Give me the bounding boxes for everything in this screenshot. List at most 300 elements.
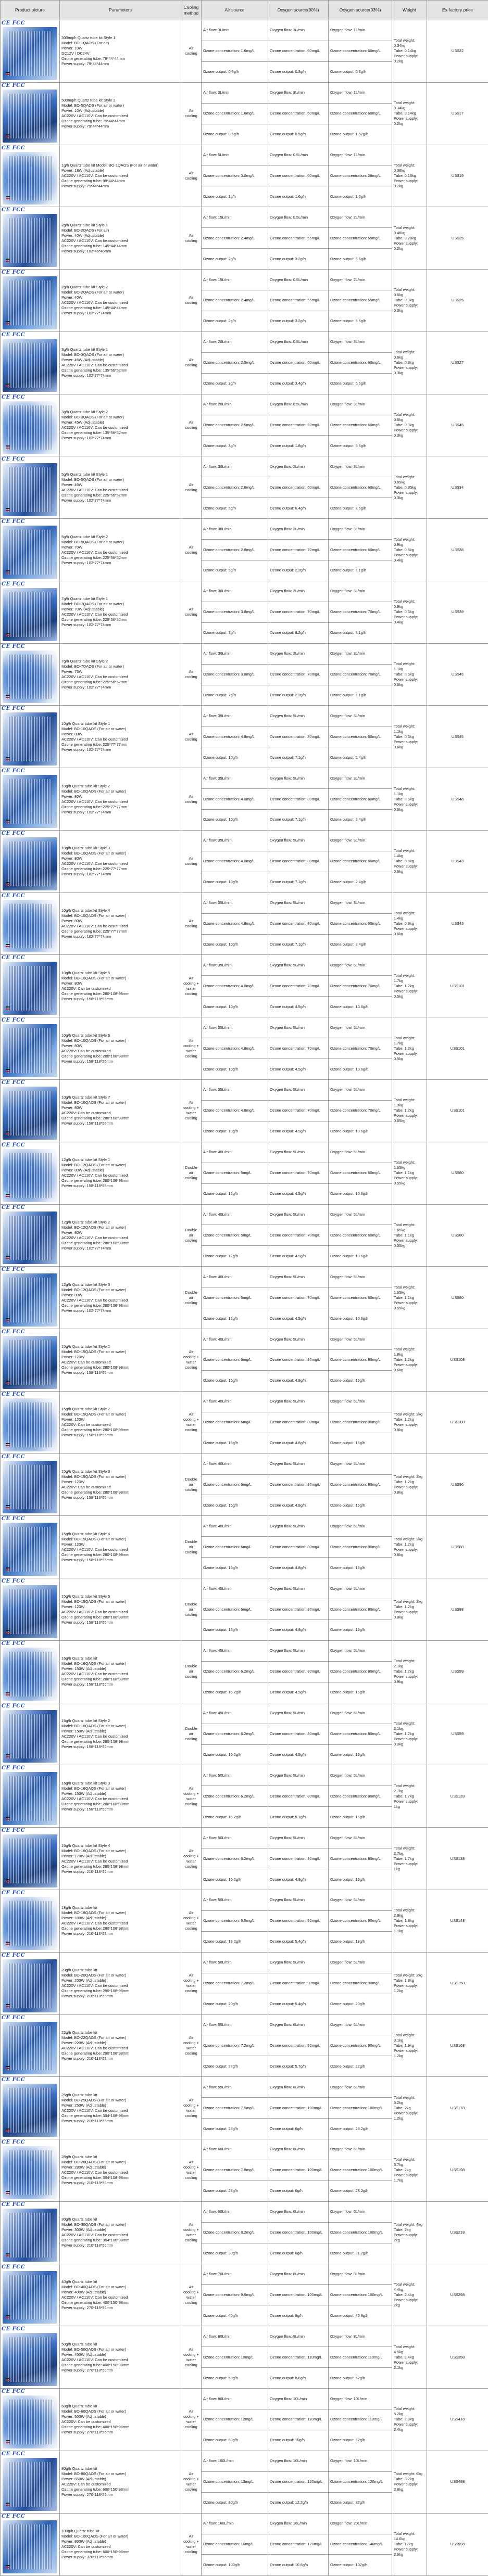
oxygen-93-value: Oxygen flow: 3L/min [329, 394, 392, 415]
oxygen-90-value: Ozone output: 8.2g/h [268, 622, 329, 643]
table-row [1, 581, 488, 602]
cooling-fins-graphic [8, 841, 52, 886]
oxygen-90-value: Ozone concentration: 80mg/L [268, 913, 329, 934]
air-source-value: Ozone concentration: 3.8mg/L [202, 664, 268, 685]
parameter-line: Power: 120W [61, 1541, 85, 1547]
red-wire-graphic [6, 822, 10, 823]
air-source-value: Ozone output: 7g/h [202, 685, 268, 706]
parameter-line: Model: BO-15QAOS (For air or water) [61, 1412, 127, 1417]
air-source-value: Ozone output: 3g/h [202, 373, 268, 394]
ozone-generator-image [3, 1461, 57, 1514]
red-wire-graphic [6, 1881, 10, 1882]
parameter-line: Power supply: 102*77*74mm [61, 622, 111, 628]
parameter-line: Ozone generating tube: 79*44*44mm [61, 56, 126, 61]
air-source-value: Ozone output: 30g/h [202, 2243, 268, 2264]
red-wire-graphic [6, 2317, 10, 2318]
parameter-line: Power supply: 102*77*74mm [61, 747, 111, 752]
parameter-line: AC220V / AC110V: Can be customized [61, 2170, 128, 2175]
oxygen-93-value: Ozone concentration: 110mg/L [329, 2347, 392, 2368]
oxygen-93-value: Ozone output: 16g/h [329, 1807, 392, 1828]
price-value: US$148 [427, 1890, 488, 1952]
oxygen-93-value: Ozone concentration: 70mg/L [329, 664, 392, 685]
ozone-generator-image [3, 1273, 57, 1327]
oxygen-93-value: Ozone output: 62g/h [329, 2430, 392, 2451]
table-row [1, 20, 488, 41]
air-source-value: Air flow: 160L/min [202, 2513, 268, 2534]
oxygen-93-value: Ozone output: 16g/h [329, 1682, 392, 1703]
ozone-generator-image [3, 775, 57, 828]
cooling-fins-graphic [8, 1340, 52, 1385]
parameter-line: Model: BO-15QAOS (For air or water) [61, 1599, 127, 1604]
cooling-fins-graphic [8, 1278, 52, 1322]
ozone-generator-image [3, 1024, 57, 1077]
product-parameters [60, 2389, 181, 2451]
cooling-method: Double air cooling [181, 1453, 202, 1516]
cooling-method: Air cooling [181, 768, 202, 831]
weight-value: Total weight: 2.7kg Tube: 1.7kg Power supply: 1kg [392, 1765, 427, 1828]
cooling-method: Double air cooling [181, 1204, 202, 1267]
cooling-method: Air cooling + water cooling [181, 1952, 202, 2014]
parameter-line: Ozone generating tube: 280*108*98mm [61, 991, 130, 996]
air-source-value: Ozone concentration: 6mg/L [202, 1537, 268, 1558]
parameter-line: 500mg/h Quartz tube kit Style 2 [61, 98, 116, 103]
weight-value: Total weight: 4.5kg Tube: 2.4kg Power supply: 2.1kg [392, 2326, 427, 2389]
black-wire-graphic [6, 695, 10, 696]
ce-fcc-logo: CE FCC [2, 2264, 26, 2270]
product-picture [1, 2014, 60, 2077]
parameter-line: Power: 650W (Adjustable) [61, 2477, 106, 2482]
parameter-line: 3g/h Quartz tube kit Style 1 [61, 347, 108, 352]
cooling-method: Air cooling + water cooling [181, 2139, 202, 2202]
price-value: US$45 [427, 643, 488, 706]
ce-fcc-logo: CE FCC [2, 2513, 26, 2519]
product-picture [1, 1640, 60, 1703]
oxygen-90-value: Oxygen flow: 5L/min [268, 955, 329, 976]
oxygen-93-value: Ozone concentration: 70mg/L [329, 1038, 392, 1059]
parameter-line: Power supply: 158*118*55mm [61, 1619, 113, 1625]
price-value: US$19 [427, 145, 488, 207]
air-source-value: Ozone concentration: 6mg/L [202, 1412, 268, 1433]
price-value: US$25 [427, 270, 488, 332]
price-value: US$101 [427, 955, 488, 1017]
black-wire-graphic [6, 2004, 10, 2005]
oxygen-90-value: Ozone concentration: 60mg/L [268, 165, 329, 186]
oxygen-93-value: Ozone output: 6.6g/h [329, 436, 392, 456]
black-wire-graphic [6, 633, 10, 634]
air-source-value: Ozone concentration: 2.4mg/L [202, 228, 268, 249]
cooling-method: Air cooling + water cooling [181, 2077, 202, 2139]
parameter-line: 12g/h Quartz tube kit Style 1 [61, 1157, 110, 1163]
product-picture [1, 1703, 60, 1765]
cooling-fins-graphic [8, 2337, 52, 2382]
parameter-line: Power supply: 79*44*44mm [61, 61, 109, 67]
parameter-line: Power: 150W (Adjustable) [61, 1791, 106, 1796]
product-picture [1, 1516, 60, 1578]
product-picture [1, 1017, 60, 1080]
oxygen-93-value: Ozone concentration: 70mg/L [329, 976, 392, 997]
black-wire-graphic [6, 134, 10, 135]
product-picture [1, 892, 60, 955]
air-source-value: Ozone concentration: 4.8mg/L [202, 976, 268, 997]
oxygen-93-value: Ozone output: 15g/h [329, 1619, 392, 1640]
oxygen-93-value: Oxygen flow: 8L/min [329, 2326, 392, 2347]
parameter-line: Power: 220W (Adjustable) [61, 2040, 106, 2045]
oxygen-93-value: Oxygen flow: 3L/min [329, 519, 392, 540]
parameter-line: AC220V / AC110V: Can be customized [61, 1297, 128, 1303]
parameter-line: Ozone generating tube: 280*108*98mm [61, 1552, 130, 1557]
oxygen-93-value: Ozone output: 102g/h [329, 2555, 392, 2576]
product-picture [1, 581, 60, 643]
parameter-line: Power: 250W (Adjustable) [61, 2102, 106, 2108]
price-value: US$34 [427, 456, 488, 519]
cooling-method: Double air cooling [181, 1142, 202, 1204]
oxygen-90-value: Ozone concentration: 110mg/L [268, 2347, 329, 2368]
weight-value: Total weight: 1.1kg Tube: 0.5kg Power supply: 0.6kg [392, 643, 427, 706]
air-source-value: Ozone concentration: 2.8mg/L [202, 540, 268, 560]
cooling-method: Double air cooling [181, 1703, 202, 1765]
product-parameters [60, 2264, 181, 2326]
parameter-line: Ozone generating tube: 290*108*98mm [61, 2050, 130, 2056]
table-row [1, 2451, 488, 2471]
product-parameters [60, 2139, 181, 2202]
parameter-line: Power: 120W [61, 1355, 85, 1360]
parameter-line: Power supply: 102*77*74mm [61, 311, 111, 316]
air-source-value: Ozone output: 5g/h [202, 560, 268, 581]
cooling-method: Air cooling + water cooling [181, 2014, 202, 2077]
parameter-line: 15g/h Quartz tube kit Style 3 [61, 1469, 110, 1474]
parameter-line: Power: 300W (Adjustable) [61, 2227, 106, 2233]
parameter-line: AC220V / AC110V: Can be customized [61, 674, 128, 680]
oxygen-90-value: Oxygen flow: 6L/min [268, 2077, 329, 2098]
product-picture [1, 20, 60, 83]
parameter-line: AC220V / AC110V: Can be customized [61, 238, 128, 243]
ozone-generator-image [3, 90, 57, 143]
oxygen-93-value: Ozone output: 2.4g/h [329, 934, 392, 955]
table-row [1, 2014, 488, 2035]
air-source-value: Ozone output: 10g/h [202, 934, 268, 955]
black-wire-graphic [6, 2440, 10, 2441]
oxygen-90-value: Oxygen flow: 5L/min [268, 1329, 329, 1350]
oxygen-93-value: Oxygen flow: 5L/min [329, 1453, 392, 1474]
ozone-generator-image [3, 1398, 57, 1451]
cooling-method: Air cooling [181, 145, 202, 207]
product-parameters [60, 2326, 181, 2389]
air-source-value: Ozone concentration: 4.8mg/L [202, 913, 268, 934]
oxygen-93-value: Ozone concentration: 90mg/L [329, 1910, 392, 1931]
oxygen-90-value: Oxygen flow: 2L/min [268, 643, 329, 664]
header-parameters: Parameters [60, 1, 181, 20]
oxygen-93-value: Ozone concentration: 60mg/L [329, 1163, 392, 1183]
oxygen-93-value: Ozone output: 10.6g/h [329, 1246, 392, 1267]
red-wire-graphic [6, 510, 10, 511]
price-value: US$45 [427, 394, 488, 456]
ce-fcc-logo: CE FCC [2, 1267, 26, 1273]
parameter-line: Power supply: 158*118*55mm [61, 1806, 113, 1812]
parameter-line: Power: 70W [61, 544, 83, 550]
red-wire-graphic [6, 884, 10, 885]
parameter-line: Power: 280W (Adjustable) [61, 2165, 106, 2170]
cooling-method: Double air cooling [181, 1516, 202, 1578]
product-parameters [60, 1828, 181, 1890]
table-row [1, 1391, 488, 1412]
parameter-line: Ozone generating tube: 600*150*98mm [61, 2549, 130, 2555]
oxygen-90-value: Oxygen flow: 5L/min [268, 706, 329, 726]
oxygen-90-value: Ozone concentration: 60mg/L [268, 477, 329, 498]
parameter-line: Power supply: 79*44*44mm [61, 124, 109, 129]
parameter-line: Model: BO-12QAOS (For air or water) [61, 1163, 127, 1168]
red-wire-graphic [6, 1133, 10, 1134]
ce-fcc-logo: CE FCC [2, 955, 26, 961]
parameter-line: Power: 80W [61, 980, 83, 986]
ce-fcc-logo: CE FCC [2, 1703, 26, 1709]
table-row [1, 1765, 488, 1786]
price-value: US$88 [427, 1578, 488, 1641]
ozone-generator-image [3, 401, 57, 454]
red-wire-graphic [6, 386, 10, 387]
parameter-line: AC220V / AC110V: Can be customized [61, 861, 128, 866]
oxygen-90-value: Ozone concentration: 80mg/L [268, 1350, 329, 1371]
parameter-line: Power supply: 158*118*55mm [61, 1433, 113, 1438]
oxygen-90-value: Ozone concentration: 70mg/L [268, 1287, 329, 1308]
oxygen-93-value: Oxygen flow: 5L/min [329, 1267, 392, 1287]
parameter-line: Power: 45W (Adjustable) [61, 419, 104, 425]
parameter-line: 7g/h Quartz tube kit Style 1 [61, 596, 108, 602]
oxygen-93-value: Oxygen flow: 5L/min [329, 1329, 392, 1350]
parameter-line: Model: BO-25QAOS (For air or water) [61, 2097, 127, 2102]
table-row [1, 394, 488, 415]
parameter-line: Power supply: 320*118*55mm [61, 2555, 113, 2560]
oxygen-93-value: Ozone concentration: 60mg/L [329, 352, 392, 373]
product-picture [1, 145, 60, 207]
black-wire-graphic [6, 1942, 10, 1943]
parameter-line: AC220V / AC110V: Can be customized [61, 612, 128, 617]
parameter-line: 16g/h Quartz tube kit Style 3 [61, 1780, 110, 1786]
parameter-line: Model: BO-2QAOS (For air) [61, 227, 109, 233]
oxygen-90-value: Ozone concentration: 70mg/L [268, 1225, 329, 1246]
air-source-value: Ozone output: 16.2g/h [202, 1682, 268, 1703]
air-source-value: Ozone concentration: 5mg/L [202, 1287, 268, 1308]
oxygen-90-value: Oxygen flow: 5L/min [268, 1142, 329, 1163]
parameter-line: Power supply: 210*118*55mm [61, 1931, 113, 1936]
oxygen-93-value: Oxygen flow: 5L/min [329, 1828, 392, 1848]
product-picture [1, 2513, 60, 2575]
parameter-line: AC220V: Can be customized [61, 1422, 111, 1427]
air-source-value: Air flow: 30L/min [202, 519, 268, 540]
ozone-generator-image [3, 1648, 57, 1701]
oxygen-93-value: Ozone concentration: 55mg/L [329, 290, 392, 311]
price-value: US$45 [427, 706, 488, 768]
black-wire-graphic [6, 2315, 10, 2316]
oxygen-90-value: Ozone concentration: 80mg/L [268, 1661, 329, 1682]
parameter-line: 16g/h Quartz tube kit [61, 1656, 97, 1661]
parameter-line: Model: BO-10QAOS (For air or water) [61, 1100, 127, 1105]
cooling-method: Air cooling + water cooling [181, 955, 202, 1017]
air-source-value: Ozone concentration: 13mg/L [202, 2471, 268, 2492]
weight-value: Total weight: 3.7kg Tube: 2kg Power supply: 1.7kg [392, 2139, 427, 2202]
cooling-fins-graphic [8, 1216, 52, 1260]
oxygen-93-value: Oxygen flow: 5L/min [329, 1142, 392, 1163]
weight-value: Total weight: 1.65kg Tube: 1.1kg Power supply: 0.55kg [392, 1267, 427, 1329]
parameter-line: AC220V / AC110V: Can be customized [61, 1173, 128, 1178]
parameter-line: AC220V / AC110V: Can be customized [61, 1672, 128, 1677]
parameter-line: Model: BO-12QAOS (For air or water) [61, 1225, 127, 1230]
oxygen-93-value: Ozone output: 2.4g/h [329, 810, 392, 831]
oxygen-90-value: Oxygen flow: 0.5L/min [268, 145, 329, 165]
air-source-value: Ozone output: 10g/h [202, 1121, 268, 1142]
air-source-value: Air flow: 35L/min [202, 830, 268, 851]
oxygen-93-value: Oxygen flow: 5L/min [329, 1765, 392, 1786]
oxygen-93-value: Ozone output: 10.6g/h [329, 997, 392, 1017]
parameter-line: 1g/h Quartz tube kit Model: BO-1QAOS (For air or water) [61, 162, 159, 168]
oxygen-90-value: Oxygen flow: 6L/min [268, 2201, 329, 2222]
ce-fcc-logo: CE FCC [2, 519, 26, 525]
cooling-fins-graphic [8, 1839, 52, 1883]
black-wire-graphic [6, 1381, 10, 1382]
product-parameters [60, 768, 181, 831]
oxygen-90-value: Oxygen flow: 2L/min [268, 519, 329, 540]
cooling-method: Air cooling + water cooling [181, 2201, 202, 2264]
parameter-line: Power supply: 158*118*55mm [61, 1557, 113, 1562]
oxygen-90-value: Ozone output: 1.6g/h [268, 186, 329, 207]
parameter-line: 15g/h Quartz tube kit Style 5 [61, 1593, 110, 1599]
parameter-line: Model: BO-16QAOS (For air or water) [61, 1848, 127, 1853]
product-picture [1, 519, 60, 581]
air-source-value: Ozone concentration: 1.6mg/L [202, 41, 268, 61]
oxygen-90-value: Ozone output: 5.1g/h [268, 1807, 329, 1828]
parameter-line: Ozone generating tube: 79*44*44mm [61, 119, 126, 124]
parameter-line: AC220V / AC110V: Can be customized [61, 363, 128, 368]
oxygen-90-value: Ozone concentration: 90mg/L [268, 1910, 329, 1931]
ce-fcc-logo: CE FCC [2, 2077, 26, 2083]
red-wire-graphic [6, 759, 10, 760]
product-picture [1, 456, 60, 519]
parameter-line: Power supply: 102*77*74mm [61, 435, 111, 440]
cooling-fins-graphic [8, 1589, 52, 1634]
oxygen-90-value: Ozone output: 6g/h [268, 2243, 329, 2264]
weight-value: Total weight: 1.7kg Tube: 1.2kg Power supply: 0.5kg [392, 955, 427, 1017]
oxygen-93-value: Ozone output: 31.2g/h [329, 2243, 392, 2264]
oxygen-93-value: Ozone concentration: 80mg/L [329, 1474, 392, 1495]
parameter-line: Model: BO-7QAOS (For air or water) [61, 664, 124, 669]
oxygen-93-value: Ozone concentration: 60mg/L [329, 540, 392, 560]
oxygen-93-value: Oxygen flow: 5L/min [329, 1952, 392, 1973]
oxygen-93-value: Ozone output: 15g/h [329, 1433, 392, 1453]
price-value: US$358 [427, 2326, 488, 2389]
cooling-fins-graphic [8, 2088, 52, 2133]
product-parameters [60, 892, 181, 955]
ozone-generator-image [3, 276, 57, 329]
oxygen-90-value: Ozone output: 7.1g/h [268, 872, 329, 892]
parameter-line: 16g/h Quartz tube kit Style 4 [61, 1843, 110, 1848]
weight-value: Total weight: 2.1kg Tube: 1.2kg Power supply: 0.9kg [392, 1640, 427, 1703]
oxygen-93-value: Ozone concentration: 110mg/L [329, 2409, 392, 2430]
price-value: US$80 [427, 1267, 488, 1329]
air-source-value: Air flow: 20L/min [202, 394, 268, 415]
parameter-line: 2g/h Quartz tube kit Style 2 [61, 285, 108, 290]
parameter-line: Model: BO-3QAOS (For air or water) [61, 414, 124, 419]
ce-fcc-logo: CE FCC [2, 331, 26, 338]
oxygen-93-value: Oxygen flow: 5L/min [329, 1204, 392, 1225]
cooling-fins-graphic [8, 2275, 52, 2320]
oxygen-90-value: Ozone concentration: 80mg/L [268, 1474, 329, 1495]
table-row [1, 1703, 488, 1724]
weight-value: Total weight: 6kg Tube: 3.2kg Power supply: 2.8kg [392, 2451, 427, 2513]
oxygen-93-value: Oxygen flow: 5L/min [329, 1640, 392, 1661]
price-value: US$99 [427, 1640, 488, 1703]
air-source-value: Ozone output: 3g/h [202, 436, 268, 456]
air-source-value: Ozone output: 18.2g/h [202, 1931, 268, 1952]
table-row [1, 1952, 488, 1973]
product-picture [1, 1578, 60, 1641]
price-value: US$101 [427, 1080, 488, 1142]
parameter-line: Model: BO-22QAOS (For air or water) [61, 2035, 127, 2040]
price-value: US$48 [427, 768, 488, 831]
oxygen-93-value: Ozone output: 8.6g/h [329, 498, 392, 519]
parameter-line: Model: BO-16QAOS (For air or water) [61, 1724, 127, 1729]
parameter-line: Ozone generating tube: 280*108*98mm [61, 1303, 130, 1308]
ce-fcc-logo: CE FCC [2, 2389, 26, 2395]
oxygen-90-value: Ozone output: 2.2g/h [268, 685, 329, 706]
cooling-fins-graphic [8, 1527, 52, 1572]
parameter-line: 30g/h Quartz tube kit [61, 2217, 97, 2222]
product-picture [1, 768, 60, 831]
product-picture [1, 1267, 60, 1329]
black-wire-graphic [6, 2253, 10, 2254]
oxygen-90-value: Ozone output: 4.8g/h [268, 1869, 329, 1890]
parameter-line: 12g/h Quartz tube kit Style 2 [61, 1219, 110, 1225]
air-source-value: Ozone concentration: 6.5mg/L [202, 1910, 268, 1931]
ozone-generator-image [3, 2146, 57, 2199]
air-source-value: Ozone concentration: 4.8mg/L [202, 789, 268, 810]
product-parameters [60, 1640, 181, 1703]
parameter-line: AC220V / AC110V: Can be customized [61, 2045, 128, 2050]
weight-value: Total weight: 0.48kg Tube: 0.28kg Power supply: 0.2kg [392, 207, 427, 270]
ce-fcc-logo: CE FCC [2, 270, 26, 276]
table-row [1, 1578, 488, 1599]
product-parameters [60, 2513, 181, 2575]
oxygen-93-value: Ozone output: 6.6g/h [329, 311, 392, 331]
air-source-value: Air flow: 45L/min [202, 1578, 268, 1599]
weight-value: Total weight: 0.34kg Tube: 0.14kg Power supply: 0.2kg [392, 82, 427, 145]
parameter-line: Power supply: 210*118*55mm [61, 2243, 113, 2248]
parameter-line: AC220V / AC110V: Can be customized [61, 113, 128, 119]
parameter-line: 40g/h Quartz tube kit [61, 2279, 97, 2284]
oxygen-90-value: Oxygen flow: 5L/min [268, 1828, 329, 1848]
oxygen-90-value: Oxygen flow: 5L/min [268, 768, 329, 789]
air-source-value: Ozone output: 0.3g/h [202, 61, 268, 82]
parameter-line: Model: BO-10QAOS (For air or water) [61, 975, 127, 980]
cooling-fins-graphic [8, 343, 52, 388]
weight-value: Total weight: 2kg Tube: 1.2kg Power supply: 0.8kg [392, 1453, 427, 1516]
parameter-line: AC220V / AC110V: Can be customized [61, 1983, 128, 1988]
product-picture [1, 1391, 60, 1453]
oxygen-90-value: Oxygen flow: 3L/min [268, 82, 329, 103]
price-value: US$178 [427, 2077, 488, 2139]
cooling-fins-graphic [8, 2213, 52, 2258]
ce-fcc-logo: CE FCC [2, 1890, 26, 1896]
oxygen-93-value: Oxygen flow: 10L/min [329, 2389, 392, 2409]
parameter-line: Model: BO-7QAOS (For air or water) [61, 602, 124, 607]
table-row [1, 2201, 488, 2222]
black-wire-graphic [6, 1443, 10, 1444]
ozone-generator-image [3, 2022, 57, 2075]
weight-value: Total weight: 0.6kg Tube: 0.3kg Power supply: 0.3kg [392, 270, 427, 332]
product-parameters [60, 331, 181, 394]
table-row [1, 331, 488, 352]
black-wire-graphic [6, 1630, 10, 1631]
ozone-generator-image [3, 1149, 57, 1202]
red-wire-graphic [6, 74, 10, 75]
